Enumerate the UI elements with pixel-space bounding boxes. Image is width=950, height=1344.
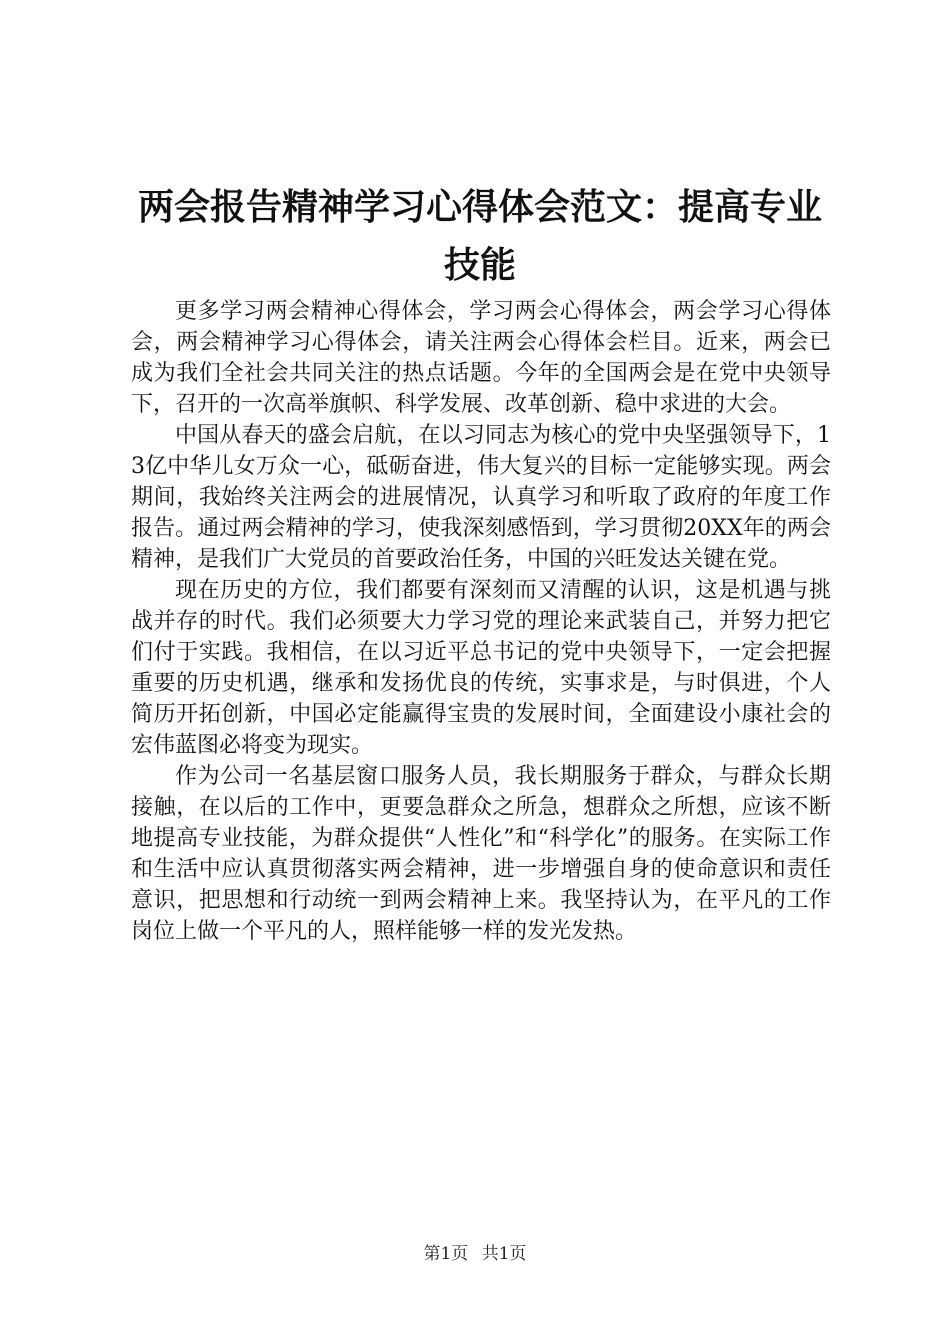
paragraph-1: 更多学习两会精神心得体会，学习两会心得体会，两会学习心得体会，两会精神学习心得体会，请关注两会心得体会栏目。近来，两会已成为我们全社会共同关注的热点话题。今年的全国两会是在党中央领导下，召开的一次高举旗帜、科学发展、改革创新、稳中求进的大会。 [131, 299, 831, 417]
document-body [131, 296, 831, 947]
page-total: 共1页 [481, 1244, 527, 1264]
page-footer [0, 1243, 950, 1265]
page-number: 第1页 [423, 1244, 469, 1264]
paragraph-2: 中国从春天的盛会启航，在以习同志为核心的党中央坚强领导下，13亿中华儿女万众一心，砥砺奋进，伟大复兴的目标一定能够实现。两会期间，我始终关注两会的进展情况，认真学习和听取了政府的年度工作报告。通过两会精神的学习，使我深刻感悟到，学习贯彻20XX年的两会精神，是我们广大党员的首要政治任务，中国的兴旺发达关键在党。 [131, 423, 831, 572]
paragraph-4: 作为公司一名基层窗口服务人员，我长期服务于群众，与群众长期接触，在以后的工作中，更要急群众之所急，想群众之所想，应该不断地提高专业技能，为群众提供“人性化”和“科学化”的服务。在实际工作和生活中应认真贯彻落实两会精神，进一步增强自身的使命意识和责任意识，把思想和行动统一到两会精神上来。我坚持认为，在平凡的工作岗位上做一个平凡的人，照样能够一样的发光发热。 [131, 764, 831, 944]
paragraph-3: 现在历史的方位，我们都要有深刻而又清醒的认识，这是机遇与挑战并存的时代。我们必须要大力学习党的理论来武装自己，并努力把它们付于实践。我相信，在以习近平总书记的党中央领导下，一定会把握重要的历史机遇，继承和发扬优良的传统，实事求是，与时俱进，个人简历开拓创新，中国必定能赢得宝贵的发展时间，全面建设小康社会的宏伟蓝图必将变为现实。 [131, 578, 831, 758]
document-title: 两会报告精神学习心得体会范文：提高专业技能 [137, 186, 822, 286]
